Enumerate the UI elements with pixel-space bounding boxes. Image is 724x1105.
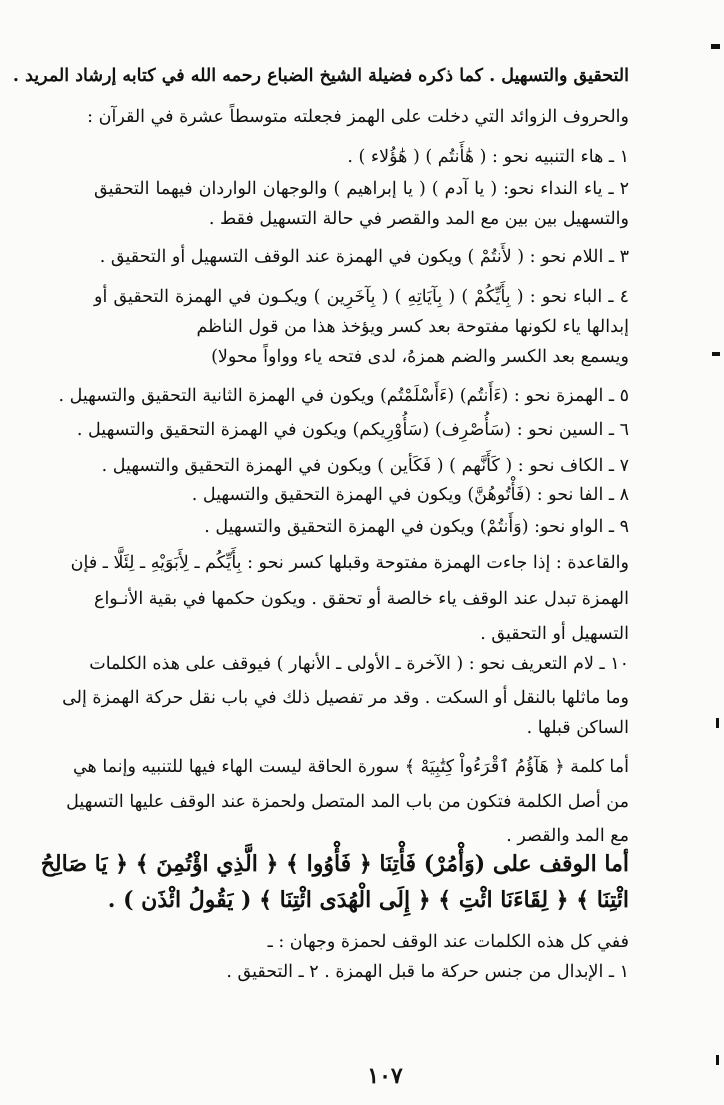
text-line: والحروف الزوائد التي دخلت على الهمز فجعلته متوسطاً عشرة في القرآن : [87, 107, 629, 127]
quran-verse-line: ائْتِنَا ﴾ ﴿ لِقَاءَنَا ائْتِ ﴾ ﴿ إِلَى الْهُدَى ائْتِنَا ﴾ ( يَقُولُ ائْذَن ) . [107, 887, 629, 913]
text-line: وما ماثلها بالنقل أو السكت . وقد مر تفصيل ذلك في باب نقل حركة الهمزة إلى [62, 688, 629, 708]
scan-margin-mark [711, 44, 720, 49]
text-line: إبدالها ياء لكونها مفتوحة بعد كسر ويؤخذ هذا من قول الناظم [196, 317, 629, 337]
text-line: ويسمع بعد الكسر والضم همزهُ، لدى فتحه ياء وواواً محولا) [211, 347, 629, 367]
text-line: ٣ ـ اللام نحو : ( لأَنتُمْ ) ويكون في الهمزة عند الوقف التسهيل أو التحقيق . [99, 247, 629, 267]
text-line: ٩ ـ الواو نحو: (وَأَنتُمْ) ويكون في الهمزة التحقيق والتسهيل . [204, 517, 629, 537]
text-line: ١ ـ الإبدال من جنس حركة ما قبل الهمزة . ٢ ـ التحقيق . [226, 962, 629, 982]
text-line: التحقيق والتسهيل . كما ذكره فضيلة الشيخ الضباع رحمه الله في كتابه إرشاد المريد . [12, 66, 629, 86]
text-line: من أصل الكلمة فتكون من باب المد المتصل ولحمزة عند الوقف عليها التسهيل [66, 792, 629, 812]
text-line: التسهيل أو التحقيق . [480, 624, 629, 644]
text-line: ٤ ـ الباء نحو : ( بِأَيِّكُمْ ) ( بِآيَاتِهِ ) ( بِآخَرِين ) ويكـون في الهمزة التحقيق أو [94, 287, 629, 307]
text-line: والتسهيل بين بين مع المد والقصر في حالة التسهيل فقط . [208, 209, 629, 229]
text-line: ٥ ـ الهمزة نحو : (ءَأَنتُم) (ءَأَسْلَمْتُم) ويكون في الهمزة الثانية التحقيق والتسهيل . [58, 386, 629, 406]
text-line: ففي كل هذه الكلمات عند الوقف لحمزة وجهان : ـ [267, 932, 629, 952]
scan-margin-mark [716, 1055, 719, 1065]
text-line: الهمزة تبدل عند الوقف ياء خالصة أو تحقق . ويكون حكمها في بقية الأنـواع [94, 589, 629, 609]
page-number: ١٠٧ [367, 1063, 403, 1089]
scan-margin-mark [716, 718, 719, 728]
text-line: أما كلمة ﴿ هَآؤُمُ ٱقْرَءُواْ كِتَٰبِيَهْ ﴾ سورة الحاقة ليست الهاء فيها للتنبيه وإنما هي [72, 757, 629, 777]
text-line: والقاعدة : إذا جاءت الهمزة مفتوحة وقبلها كسر نحو : بِأَيِّكُم ـ لِأَبَوَيْهِ ـ لِئَلَّا ـ فإن [70, 553, 629, 573]
text-line: مع المد والقصر . [506, 826, 629, 846]
quran-verse-line: أما الوقف على (وَأْمُرْ) فَأْتِنَا ﴿ فَأْوُوا ﴾ ﴿ الَّذِي اؤْتُمِنَ ﴾ ﴿ يَا صَالِحُ [40, 851, 629, 877]
text-line: ٢ ـ ياء النداء نحو: ( يا آدم ) ( يا إبراهيم ) والوجهان الواردان فيهما التحقيق [94, 179, 629, 199]
text-line: ١ ـ هاء التنبيه نحو : ( هَٰأَنتُم ) ( هَٰؤُلاء ) . [347, 147, 629, 167]
text-line: ٧ ـ الكاف نحو : ( كَأَنَّهم ) ( فَكَأين ) ويكون في الهمزة التحقيق والتسهيل . [101, 456, 629, 476]
text-line: ٨ ـ الفا نحو : (فَأْتُوهُنَّ) ويكون في الهمزة التحقيق والتسهيل . [191, 485, 629, 505]
text-line: الساكن قبلها . [526, 718, 629, 738]
scan-margin-mark [712, 352, 720, 356]
text-line: ٦ ـ السين نحو : (سَأُصْرِف) (سَأُوْرِيكم) ويكون في الهمزة التحقيق والتسهيل . [76, 420, 629, 440]
text-line: ١٠ ـ لام التعريف نحو : ( الآخرة ـ الأولى ـ الأنهار ) فيوقف على هذه الكلمات [89, 654, 629, 674]
